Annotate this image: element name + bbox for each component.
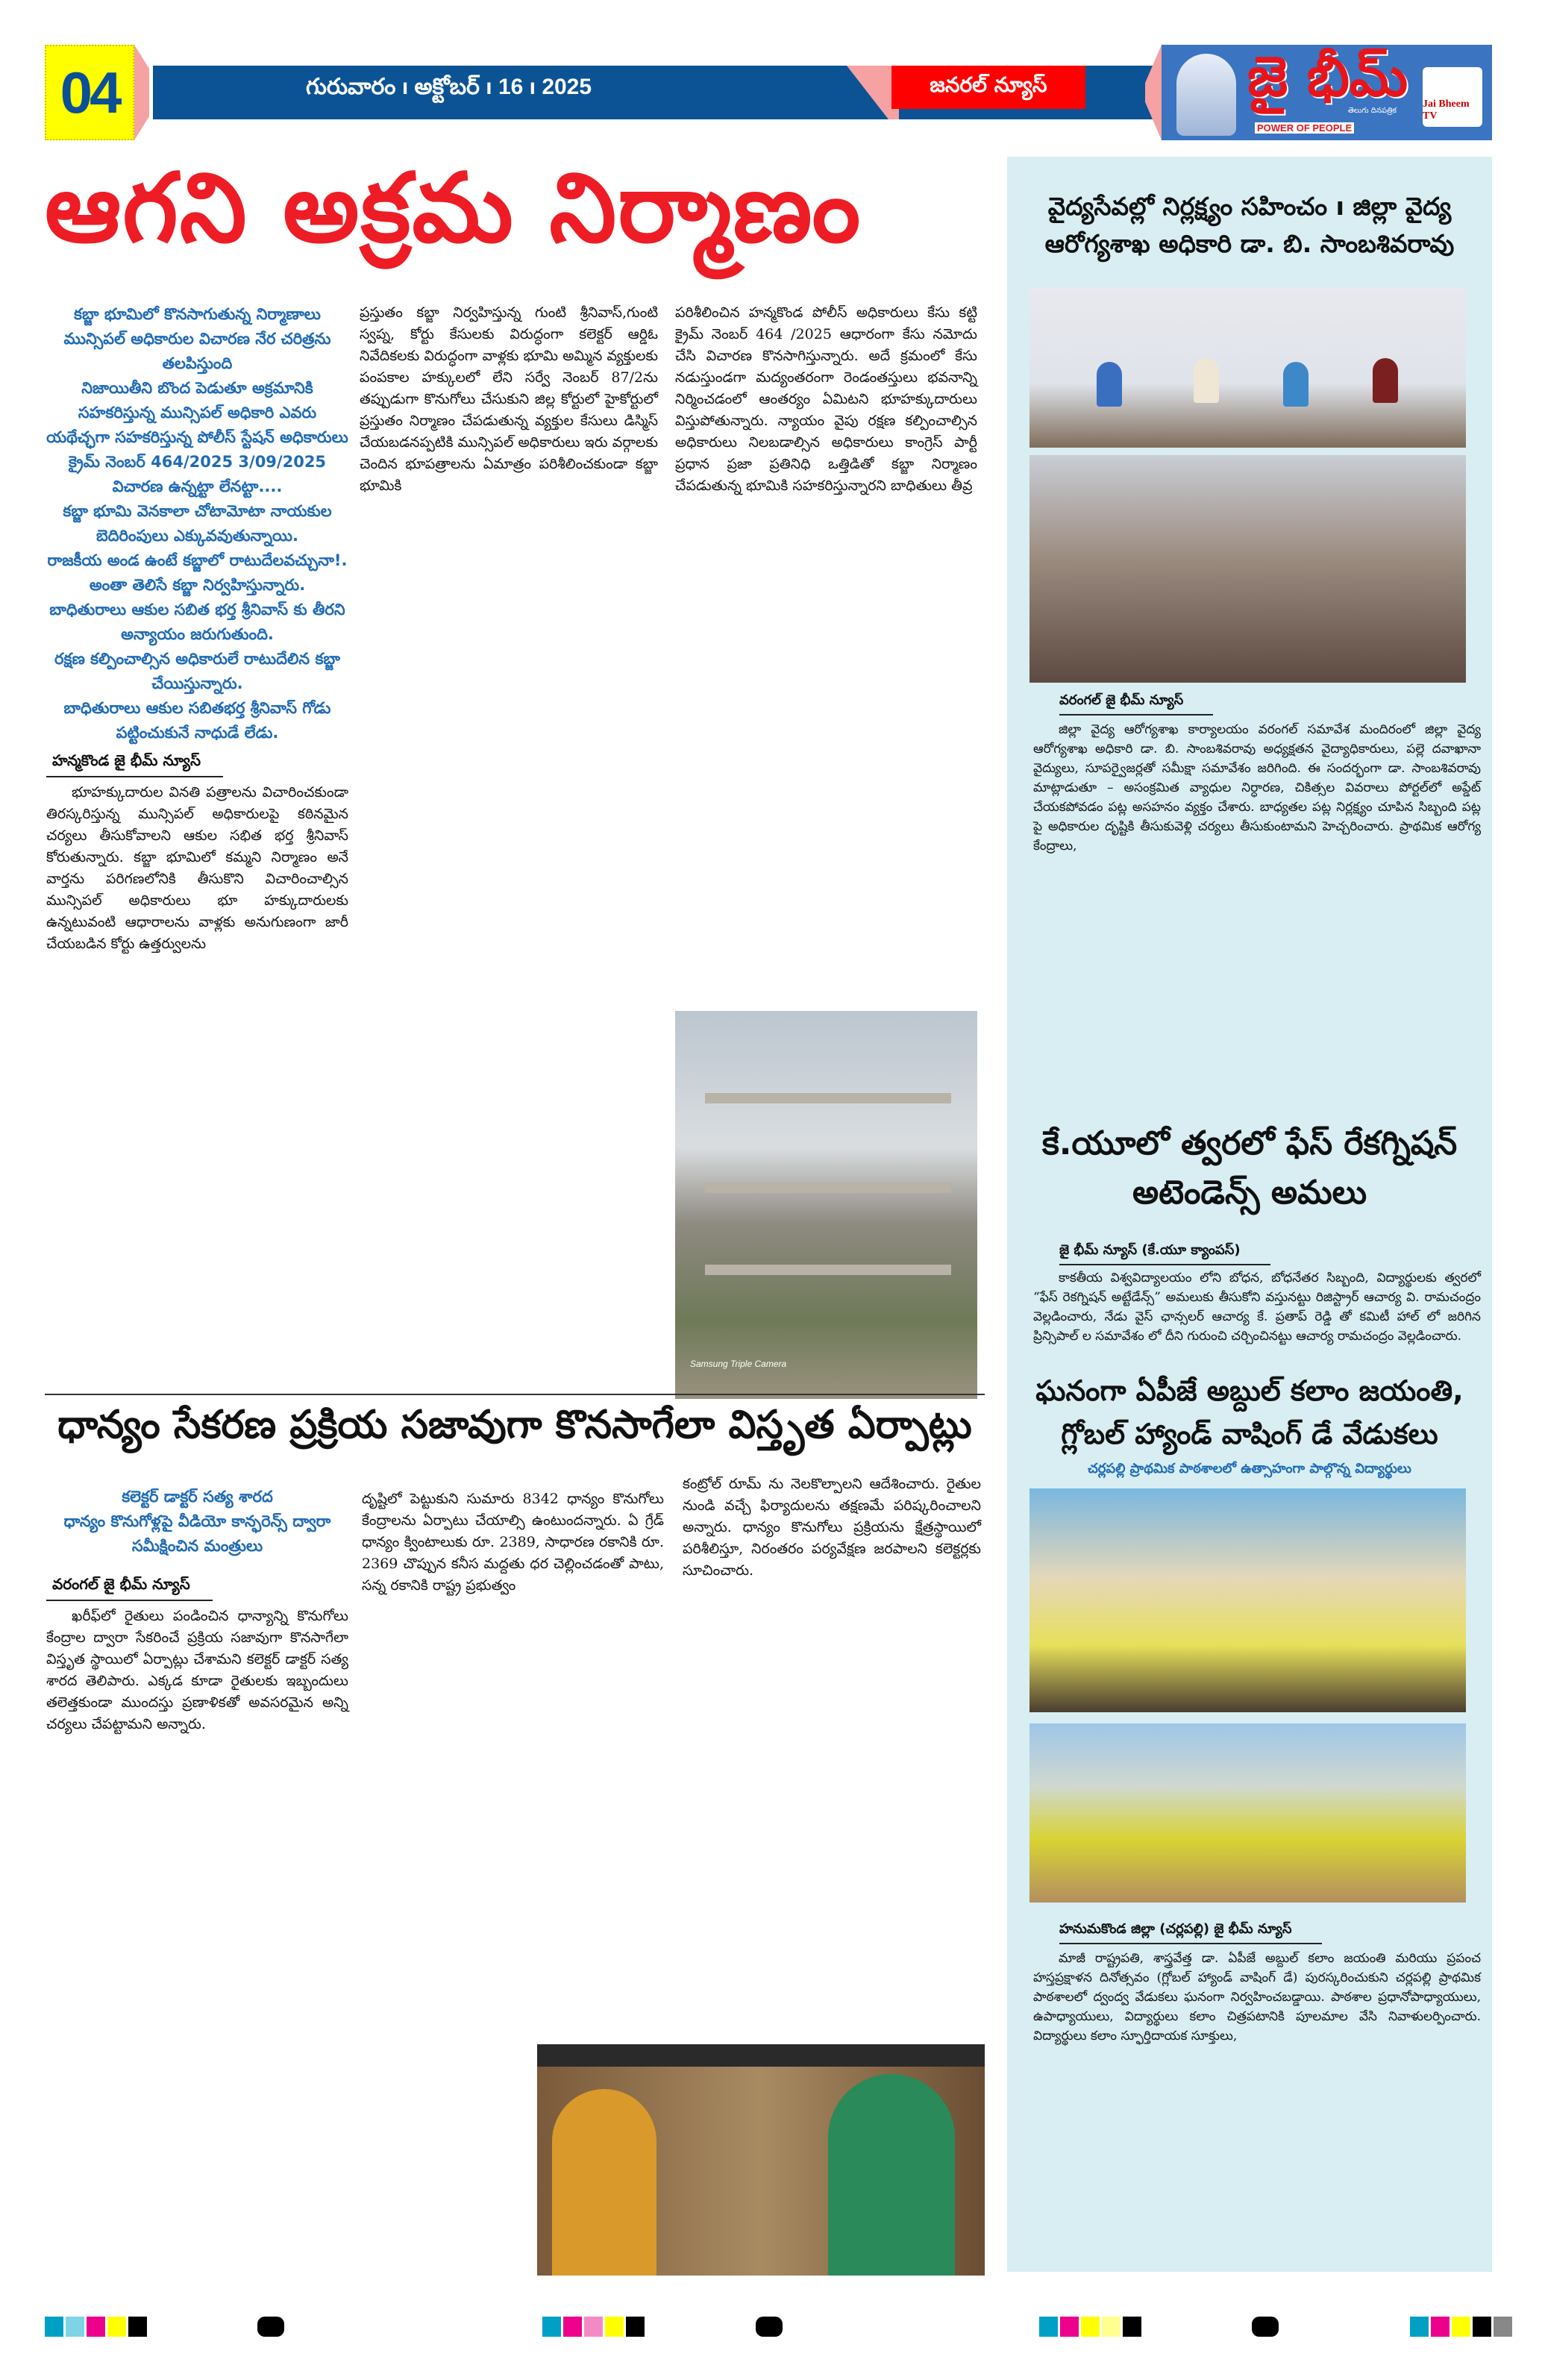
grain-headline: ధాన్యం సేకరణ ప్రక్రియ సజావుగా కొనసాగేలా విస్తృత ఏర్పాట్లు [57, 1403, 972, 1447]
meeting-dais-photo [1029, 287, 1466, 448]
video-conference-photo [537, 2044, 985, 2276]
grain-deck-1: కలెక్టర్ డాక్టర్ సత్య శారద [122, 1488, 273, 1506]
main-paragraph-3: పరిశీలించిన హన్మకొండ పోలీస్ అధికారులు కేసు కట్టి క్రైమ్ నెంబర్ 464 /2025 ఆధారంగా కేసు నమోదు చేసి విచారణ కొనసాగిస్తున్నారు. అదే క్రమంలో కేసు నడుస్తుండగా మద్యంతరంగా రెండంతస్తులు భవనాన్ని నిర్మించడంలో ఆంతర్యం ఏమిటని భూహక్కుదారులు విస్తుపోతున్నారు. న్యాయం వైపు రక్షణ కల్పించాల్సిన అధికారులు నిలబడాల్సిన అధికారులు కాంగ్రెస్ పార్టీ ప్రధాన ప్రజా ప్రతినిధి ఒత్తిడితో కబ్జా నిర్మాణం చేపడుతున్న భూమికి సహకరిస్తున్నారని బాధితులు తీవ్ర [675, 304, 977, 494]
kalam-subhead: చర్లపల్లి ప్రాథమిక పాఠశాలలో ఉత్సాహంగా పాల్గొన్న విద్యార్థులు [1088, 1461, 1411, 1476]
portrait-icon [1176, 54, 1236, 136]
main-deck-1: కబ్జా భూమిలో కొనసాగుతున్న నిర్మాణాలు మున్సిపల్ అధికారుల విచారణ నేర చరిత్రను తలపిస్తుంది [63, 305, 331, 372]
grain-column-1 [46, 1485, 348, 1735]
main-deck-4: కబ్జా భూమి వెనకాలా చోటామోటా నాయకుల బెదిరింపులు ఎక్కువవుతున్నాయి. [63, 502, 332, 545]
kalam-headline: ఘనంగా ఏపీజే అబ్దుల్ కలాం జయంతి, గ్లోబల్ హ్యాండ్ వాషింగ్ డే వేడుకలు [1035, 1374, 1464, 1450]
construction-photo [675, 1011, 977, 1399]
kalam-byline: హనుమకొండ జిల్లా (చర్లపల్లి) జై భీమ్ న్యూస్ [1059, 1921, 1322, 1944]
main-paragraph-2: ప్రస్తుతం కబ్జా నిర్వహిస్తున్న గుంటి శ్రీనివాస్,గుంటి స్వప్న, కోర్టు కేసులకు విరుద్ధంగా కలెక్టర్ ఆర్డిఓ నివేదికలకు విరుద్ధంగా వాళ్లకు భూమి అమ్మిన వ్యక్తులకు పంపకాల హక్కులలో లేని సర్వే నెంబర్ 87/2ను తప్పుడుగా కొనుగోలు చేసుకుని జిల్ల కోర్టులో హైకోర్టులో ప్రస్తుతం నిర్మాణం చేపడుతున్న వ్యక్తుల కేసులు డిస్మిస్ చేయబడనప్పటికి మున్సిపల్ అధికారులు ఇరు వర్గాలకు చెందిన భూపత్రాలను ఏమాత్రం పరిశీలించకుండా కబ్జా భూమికి [360, 304, 658, 494]
registration-dot [257, 2317, 284, 2337]
grain-paragraph-1: ఖరీఫ్‌లో రైతులు పండించిన ధాన్యాన్ని కొనుగోలు కేంద్రాల ద్వారా సేకరించే ప్రక్రియ సజావుగా కొనసాగేలా విస్తృత స్థాయిలో ఏర్పాట్లు చేశామని కలెక్టర్ డాక్టర్ సత్య శారద తెలిపారు. ఎక్కడ కూడా రైతులకు ఇబ్బందులు తలెత్తకుండా ముందస్తు ప్రణాళికతో అవసరమైన అన్ని చర్యలు చేపట్టామని అన్నారు. [46, 1608, 348, 1732]
logo-title: జై భీమ్ [1247, 45, 1408, 109]
photo-watermark: Samsung Triple Camera [690, 1359, 787, 1369]
registration-dot [756, 2317, 783, 2337]
main-deck-8: రక్షణ కల్పించాల్సిన అధికారులే రాటుదేలిన కబ్జా చేయిస్తున్నారు. [54, 650, 340, 692]
main-deck-2: నిజాయితీని బొంద పెడుతూ అక్రమానికి సహకరిస్తున్న మున్సిపల్ అధికారి ఎవరు యథేచ్ఛగా సహకరిస్తున్న పోలీస్ స్టేషన్ అధికారులు [46, 379, 348, 446]
kalam-body: మాజీ రాష్ట్రపతి, శాస్త్రవేత్త డా. ఏపీజే అబ్దుల్ కలాం జయంతి మరియు ప్రపంచ హస్తప్రక్షాళన దినోత్సవం (గ్లోబల్ హ్యాండ్ వాషింగ్ డే) పురస్కరించుకుని చర్లపల్లి ప్రాథమిక పాఠశాలలో ద్వంద్వ వేడుకలు ఘనంగా నిర్వహించబడ్డాయి. పాఠశాల ప్రధానోపాధ్యాయులు, ఉపాధ్యాయులు, విద్యార్థులు కలాం చిత్రపటానికి పూలమాల వేసి నివాళులర్పించారు. విద్యార్థులు కలాం స్ఫూర్తిదాయక సూక్తులు, [1033, 1951, 1481, 2044]
main-headline: ఆగని అక్రమ నిర్మాణం [45, 153, 862, 264]
issue-date: గురువారం ı అక్టోబర్ ı 16 ı 2025 [306, 75, 592, 99]
divider [45, 1394, 985, 1395]
main-deck-7: బాధితురాలు ఆకుల సబిత భర్త శ్రీనివాస్ కు తీరని అన్యాయం జరుగుతుంది. [49, 601, 345, 643]
main-deck-3: క్రైమ్ నెంబర్ 464/2025 3/09/2025 విచారణ ఉన్నట్టా లేనట్టా.... [68, 453, 327, 495]
color-registration-mark [1039, 2317, 1141, 2337]
main-byline: హన్మకొండ జై భీమ్ న్యూస్ [46, 750, 223, 777]
school-students-photo [1029, 1488, 1466, 1712]
ku-body: కాకతీయ విశ్వవిద్యాలయం లోని బోధన, బోధనేతర సిబ్బంది, విద్యార్థులకు త్వరలో “ఫేస్ రెకగ్నిషన్ అట్టేడేన్స్” అమలుకు తీసుకోని వస్తునట్టు రిజిస్ట్రార్ ఆచార్య వి. రామచంద్రం వెల్లడించారు, నేడు వైస్ ఛాన్సలర్ ఆచార్య కే. ప్రతాప్ రెడ్డి తో కమిటీ హాల్ లో జరిగిన ప్రిన్సిపాల్ ల సమావేశం లో దీని గురుంచి చర్చించినట్టు ఆచార్య రామచంద్రం వెల్లడించారు. [1033, 1271, 1481, 1344]
grain-column-3 [683, 1474, 981, 1582]
main-story-column-3 [675, 302, 977, 497]
color-registration-mark [45, 2317, 147, 2337]
health-byline: వరంగల్ జై భీమ్ న్యూస్ [1059, 692, 1213, 715]
grain-paragraph-3: కంట్రోల్ రూమ్ ను నెలకొల్పాలని ఆదేశించారు. రైతుల నుండి వచ్చే ఫిర్యాదులను తక్షణమే పరిష్కరించాలని అన్నారు. ధాన్యం కొనుగోలు ప్రక్రియను క్షేత్రస్థాయిలో పరిశీలిస్తూ, నిరంతరం పర్యవేక్షణ జరపాలని కలెక్టర్లకు సూచించారు. [683, 1476, 981, 1579]
page-number: 04 [45, 45, 134, 140]
decor-wedge-left [134, 45, 149, 140]
main-deck-5: రాజకీయ అండ ఉంటే కబ్జాలో రాటుదేలవచ్చునా!. [47, 551, 348, 569]
grain-paragraph-2: దృష్టిలో పెట్టుకుని సుమారు 8342 ధాన్యం కొనుగోలు కేంద్రాలను ఏర్పాటు చేయాల్సి ఉంటుందన్నారు. ఏ గ్రేడ్ ధాన్యం క్వింటాలుకు రూ. 2389, సాధారణ రకానికి రూ. 2369 చొప్పున కనీస మద్దతు ధర చెల్లించడంతో పాటు, సన్న రకానికి రాష్ట్ర ప్రభుత్వం [362, 1491, 664, 1594]
main-deck-6: అంతా తెలిసే కబ్జా నిర్వహిస్తున్నారు. [89, 576, 306, 594]
tv-logo: Jai Bheem TV [1423, 67, 1482, 127]
main-deck-9: బాధితురాలు ఆకుల సబితభర్త శ్రీనివాస్ గోడు పట్టించుకునే నాధుడే లేడు. [63, 699, 331, 742]
section-label: జనరల్ న్యూస్ [891, 66, 1085, 109]
main-story-column-2 [360, 302, 658, 497]
main-story-column-1 [46, 302, 348, 955]
color-registration-mark [1410, 2317, 1512, 2337]
meeting-audience-photo [1029, 455, 1466, 683]
grain-byline: వరంగల్ జై భీమ్ న్యూస్ [46, 1573, 213, 1601]
main-paragraph-1: భూహక్కుదారుల వినతి పత్రాలను విచారించకుండా తిరస్కరిస్తున్న మున్సిపల్ అధికారులపై కఠినమైన చర్యలు తీసుకోవాలని ఆకుల సభిత భర్త శ్రీనివాస్ కోరుతున్నారు. కబ్జా భూమిలో కమ్మని నిర్మాణం అనే వార్తను పరిగణలోనికి తీసుకొని విచారించాల్సిన మున్సిపల్ అధికారులు భూ హక్కుదారులకు ఉన్నటువంటి ఆధారాలను వాళ్లకు అనుగుణంగా జారీ చేయబడిన కోర్టు ఉత్తర్వులను [46, 784, 348, 952]
decor-wedge-right [1145, 45, 1162, 140]
school-ground-photo [1029, 1723, 1466, 1903]
logo-subtitle: తెలుగు దినపత్రిక [1348, 107, 1397, 115]
ku-headline: కే.యూలో త్వరలో ఫేస్ రేకగ్నిషన్ అటెండెన్స్ అమలు [1041, 1124, 1458, 1212]
grain-deck-2: ధాన్యం కొనుగోళ్లపై వీడియో కాన్ఫరెన్స్ ద్వారా సమీక్షించిన మంత్రులు [63, 1512, 331, 1555]
health-body: జిల్లా వైద్య ఆరోగ్యశాఖ కార్యాలయం వరంగల్ సమావేశ మందిరంలో జిల్లా వైద్య ఆరోగ్యశాఖ అధికారి డా. బి. సాంబశివరావు అధ్యక్షతన వైద్యాధికారులు, పల్లె దవాఖానా వైద్యులు, సూపర్వైజర్లతో సమీక్షా సమావేశం జరిగింది. ఈ సందర్భంగా డా. సాంబశివరావు మాట్లాడుతూ – అసంక్రమిత వ్యాధుల నిర్ధారణ, చికిత్సల వివరాలు పోర్టల్‌లో అప్డేట్ చేయకపోవడం పట్ల అసహనం వ్యక్తం చేశారు. బాధ్యతల పట్ల నిర్లక్ష్యం చూపిన సిబ్బంది పట్ల పై అధికారుల దృష్టికి తీసుకువెళ్లి చర్యలు తీసుకుంటామని హెచ్చరించారు. ప్రాథమిక ఆరోగ్య కేంద్రాలు, [1033, 722, 1481, 854]
grain-column-2 [362, 1488, 664, 1597]
registration-dot [1252, 2317, 1279, 2337]
logo-tagline: POWER OF PEOPLE [1255, 122, 1354, 134]
color-registration-mark [542, 2317, 645, 2337]
ku-byline: జై భీమ్ న్యూస్ (కే.యూ క్యాంపస్) [1059, 1242, 1270, 1265]
newspaper-logo [1162, 45, 1492, 140]
health-headline: వైద్యసేవల్లో నిర్లక్ష్యం సహించం ı జిల్లా వైద్య ఆరోగ్యశాఖ అధికారి డా. బి. సాంబశివరావు [1044, 192, 1455, 258]
